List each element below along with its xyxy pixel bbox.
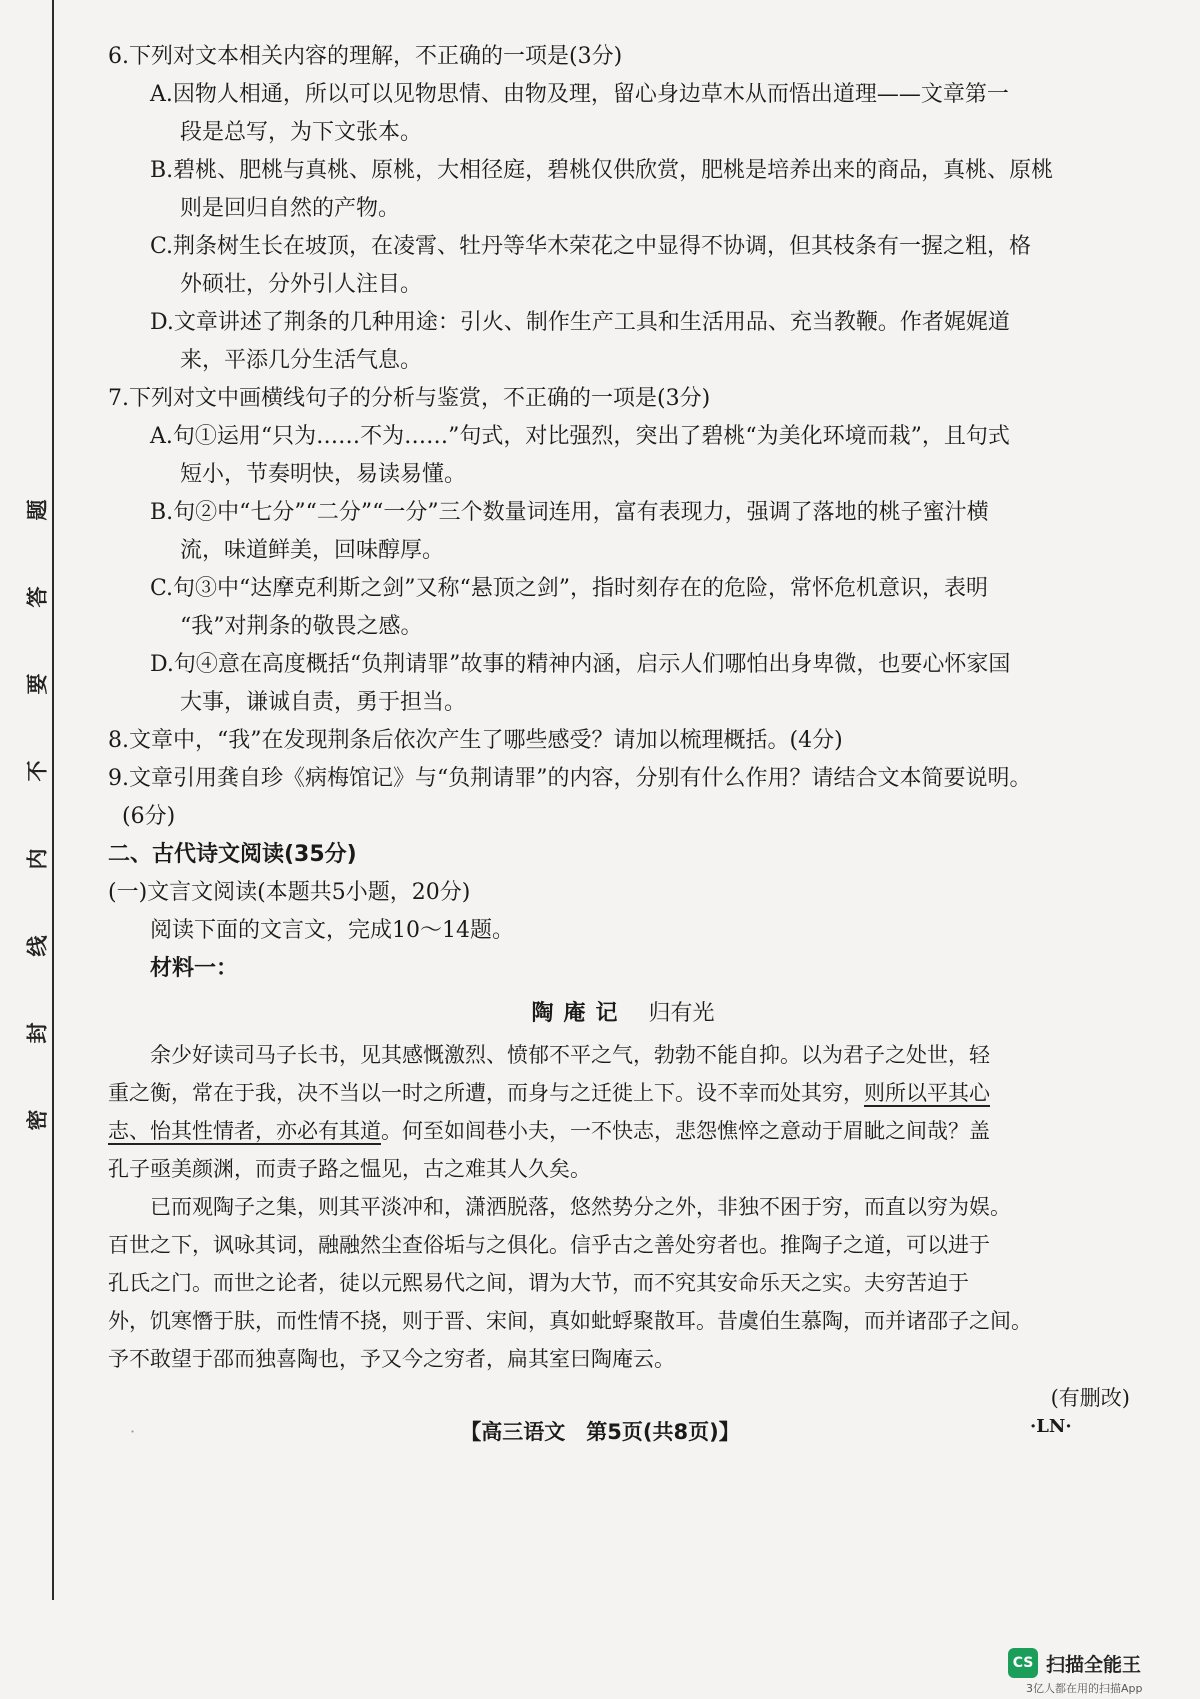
underlined-sentence: 则所以平其心 (864, 1081, 990, 1105)
underlined-sentence: 志、怡其性情者，亦必有其道 (108, 1119, 381, 1143)
page-footer (0, 1416, 1200, 1456)
essay-text: 重之衡，常在于我，决不当以一时之所遭，而身与之迁徙上下。设不幸而处其穷， (108, 1081, 864, 1105)
option-b-cont: 则是回归自然的产物。 (180, 196, 401, 221)
scanner-tagline: 3亿人都在用的扫描App (1026, 1682, 1143, 1695)
essay-line: 已而观陶子之集，则其平淡冲和，潇洒脱落，悠然势分之外，非独不困于穷，而直以穷为娱。 (150, 1195, 1011, 1219)
binding-char: 答 (25, 586, 49, 608)
essay-paragraph-2 (108, 1188, 1138, 1378)
essay-text: 。何至如闾巷小夫，一不快志，悲怨憔悴之意动于眉眦之间哉？盖 (381, 1119, 990, 1143)
essay-line (108, 1112, 1138, 1150)
essay-title: 陶庵记 (531, 1001, 628, 1026)
option-a: A.因物人相通，所以可以见物思情、由物及理，留心身边草木从而悟出道理——文章第一 (150, 82, 1009, 107)
question-points: (6分) (122, 804, 176, 829)
binding-char: 题 (25, 499, 49, 521)
essay-line: 孔子亟美颜渊，而责子路之愠见，古之难其人久矣。 (108, 1157, 591, 1181)
section-title: 二、古代诗文阅读(35分) (108, 842, 357, 867)
question-8: 8.文章中，“我”在发现荆条后依次产生了哪些感受？请加以梳理概括。(4分) (108, 728, 843, 753)
binding-char: 要 (25, 673, 49, 695)
option-d: D.句④意在高度概括“负荆请罪”故事的精神内涵，启示人们哪怕出身卑微，也要心怀家国 (150, 652, 1011, 677)
option-d-cont: 大事，谦诚自责，勇于担当。 (180, 690, 467, 715)
essay-line: 百世之下，讽咏其词，融融然尘查俗垢与之俱化。信乎古之善处穷者也。推陶子之道，可以进于 (108, 1233, 990, 1257)
option-a: A.句①运用“只为……不为……”句式，对比强烈，突出了碧桃“为美化环境而栽”，且句式 (150, 424, 1010, 449)
essay-author: 归有光 (648, 1001, 715, 1026)
question-7 (108, 380, 1138, 722)
footer-left-mark: · (130, 1422, 136, 1441)
scanner-watermark (1008, 1646, 1200, 1696)
option-b: B.句②中“七分”“二分”“一分”三个数量词连用，富有表现力，强调了落地的桃子蜜汁横 (150, 500, 989, 525)
question-6 (108, 38, 1138, 380)
instruction: 阅读下面的文言文，完成10～14题。 (150, 918, 514, 943)
material-label: 材料一： (150, 956, 239, 981)
option-c: C.句③中“达摩克利斯之剑”又称“悬顶之剑”，指时刻存在的危险，常怀危机意识，表明 (150, 576, 989, 601)
option-d-cont: 来，平添几分生活气息。 (180, 348, 423, 373)
question-stem: 7.下列对文中画横线句子的分析与鉴赏，不正确的一项是(3分) (108, 386, 711, 411)
option-b: B.碧桃、肥桃与真桃、原桃，大相径庭，碧桃仅供欣赏，肥桃是培养出来的商品，真桃、原桃 (150, 158, 1054, 183)
edit-note: (有删改) (1050, 1386, 1130, 1410)
essay-line (108, 1074, 1138, 1112)
option-c-cont: 外硕壮，分外引人注目。 (180, 272, 423, 297)
question-9 (108, 760, 1138, 836)
binding-char: 封 (25, 1022, 49, 1044)
binding-line (52, 0, 54, 1600)
page-content (108, 38, 1138, 1418)
binding-char: 不 (25, 760, 49, 782)
essay-line: 孔氏之门。而世之论者，徒以元熙易代之间，谓为大节，而不究其安命乐天之实。夫穷苦迫于 (108, 1271, 969, 1295)
essay-line: 余少好读司马子长书，见其感慨激烈、愤郁不平之气，勃勃不能自抑。以为君子之处世，轻 (150, 1043, 990, 1067)
option-a-cont: 段是总写，为下文张本。 (180, 120, 423, 145)
option-c-cont: “我”对荆条的敬畏之感。 (180, 614, 423, 639)
essay-line: 外，饥寒憯于肤，而性情不挠，则于晋、宋间，真如蚍蜉聚散耳。昔虞伯生慕陶，而并诸邵子之间。 (108, 1309, 1032, 1333)
essay-heading (108, 992, 1138, 1036)
binding-char: 内 (25, 848, 49, 870)
option-b-cont: 流，味道鲜美，回味醇厚。 (180, 538, 445, 563)
page-number: 【高三语文 第5页(共8页)】 (460, 1420, 740, 1444)
option-d: D.文章讲述了荆条的几种用途：引火、制作生产工具和生活用品、充当教鞭。作者娓娓道 (150, 310, 1010, 335)
subsection-title: (一)文言文阅读(本题共5小题，20分) (108, 880, 471, 905)
camscanner-icon: CS (1008, 1648, 1038, 1678)
essay-line: 予不敢望于邵而独喜陶也，予又今之穷者，扁其室曰陶庵云。 (108, 1347, 675, 1371)
binding-char: 线 (25, 935, 49, 957)
option-a-cont: 短小，节奏明快，易读易懂。 (180, 462, 467, 487)
region-code: ·LN· (1030, 1416, 1072, 1437)
binding-char: 密 (25, 1109, 49, 1131)
option-c: C.荆条树生长在坡顶，在凌霄、牡丹等华木荣花之中显得不协调，但其枝条有一握之粗，格 (150, 234, 1032, 259)
question-stem: 6.下列对文本相关内容的理解，不正确的一项是(3分) (108, 44, 623, 69)
scanner-name: 扫描全能王 (1046, 1654, 1142, 1676)
binding-warning (22, 495, 50, 1135)
question-stem: 9.文章引用龚自珍《病梅馆记》与“负荆请罪”的内容，分别有什么作用？请结合文本简要说明。 (108, 766, 1032, 791)
essay-paragraph-1 (108, 1036, 1138, 1188)
